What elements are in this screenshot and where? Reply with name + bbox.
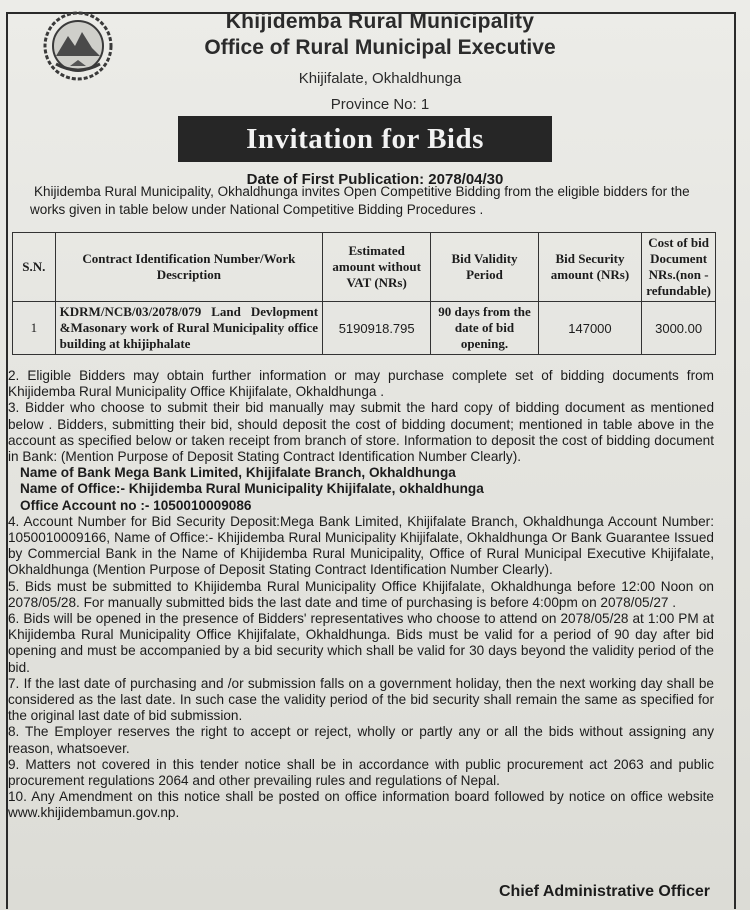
bank-account: Office Account no :- 1050010009086	[20, 497, 252, 513]
publication-date: Date of First Publication: 2078/04/30	[246, 171, 504, 188]
cell-validity: 90 days from the date of bid opening.	[431, 302, 538, 355]
col-description: Contract Identification Number/Work Description	[55, 233, 322, 302]
bid-table	[12, 232, 716, 355]
col-security: Bid Security amount (NRs)	[538, 233, 642, 302]
clause-9: 9. Matters not covered in this tender notice shall be in accordance with public procurement act 2063 and public procurement regulations 2064 and other prevailing rules and regulations of Nepal.	[8, 756, 714, 789]
clause-10: 10. Any Amendment on this notice shall be posted on office information board followed by notice on office website www.khijidembamun.gov.np.	[8, 789, 714, 821]
notice-body	[8, 368, 714, 822]
clause-8: 8. The Employer reserves the right to accept or reject, wholly or partly any or all the bids without assigning any reason, whatsoever.	[8, 724, 714, 756]
col-validity: Bid Validity Period	[431, 233, 538, 302]
province: Province No: 1	[330, 96, 430, 113]
cell-description: KDRM/NCB/03/2078/079 Land Devlopment &Masonary work of Rural Municipality office building at khijiphalate	[55, 302, 322, 355]
cell-sn: 1	[13, 302, 56, 355]
clause-6: 6. Bids will be opened in the presence of Bidders' representatives who choose to attend on 2078/05/28 at 1:00 PM at Khijidemba Rural Municipality Office Khijifalate, Okhaldhunga. Bids must be valid for a period of 90 day after bid opening and must be accompanied by a bid security which shall be valid for 30 days beyond the validity period of the bid.	[8, 611, 714, 675]
clause-3: 3. Bidder who choose to submit their bid manually may submit the hard copy of bidding document as mentioned below . Bidders, submitting their bid, should deposit the cost of bidding document; mentioned in table above in the account as specified below or taken receipt from branch of store. Information to deposit the cost of bidding document in Bank: (Mention Purpose of Deposit Stating Contract Identification Number Clearly).	[8, 400, 714, 465]
bid-table-header	[13, 233, 716, 302]
cell-security: 147000	[538, 302, 642, 355]
cell-cost: 3000.00	[642, 302, 716, 355]
office-address: Khijifalate, Okhaldhunga	[298, 70, 462, 87]
col-cost: Cost of bid Document NRs.(non - refundable)	[642, 233, 716, 302]
municipality-name: Khijidemba Rural Municipality	[225, 10, 535, 33]
notice-title: Invitation for Bids	[178, 116, 552, 162]
cell-estimate: 5190918.795	[323, 302, 431, 355]
intro-paragraph	[30, 183, 720, 219]
nepal-emblem-icon	[42, 10, 114, 82]
office-name: Office of Rural Municipal Executive	[204, 36, 556, 59]
col-sn: S.N.	[13, 233, 56, 302]
col-estimate: Estimated amount without VAT (NRs)	[323, 233, 431, 302]
intro-text: Khijidemba Rural Municipality, Okhaldhunga invites Open Competitive Bidding from the eligible bidders for the works given in table below under National Competitive Bidding Procedures .	[30, 184, 690, 217]
clause-7: 7. If the last date of purchasing and /or submission falls on a government holiday, then the next working day shall be considered as the last date. In such case the validity period of the bid security shall remain the same as specified for the original last date of bid submission.	[8, 675, 714, 724]
signatory-title: Chief Administrative Officer	[498, 883, 710, 900]
clause-2: 2. Eligible Bidders may obtain further information or may purchase complete set of bidding documents from Khijidemba Rural Municipality Office Khijifalate, Okhaldhunga .	[8, 368, 714, 400]
bank-name: Name of Bank Mega Bank Limited, Khijifalate Branch, Okhaldhunga	[20, 465, 456, 481]
table-row	[13, 302, 716, 355]
clause-5: 5. Bids must be submitted to Khijidemba Rural Municipality Office Khijifalate, Okhaldhunga before 12:00 Noon on 2078/05/28. For manually submitted bids the last date and time of purchasing is before 4:00pm on 2078/05/27 .	[8, 578, 714, 610]
bank-office-name: Name of Office:- Khijidemba Rural Municipality Khijifalate, okhaldhunga	[20, 481, 484, 497]
clause-4: 4. Account Number for Bid Security Deposit:Mega Bank Limited, Khijifalate Branch, Okhaldhunga Account Number: 1050010009166, Name of Office:- Khijidemba Rural Municipality Khijifalate, Okhaldhunga Or Bank Guarantee Issued by Commercial Bank in the Name of Khijidemba Rural Municipality, Office of Rural Municipal Executive Khijifalate, Okhaldhunga (Mention Purpose of Deposit Stating Contract Identification Number Clearly).	[8, 513, 714, 578]
